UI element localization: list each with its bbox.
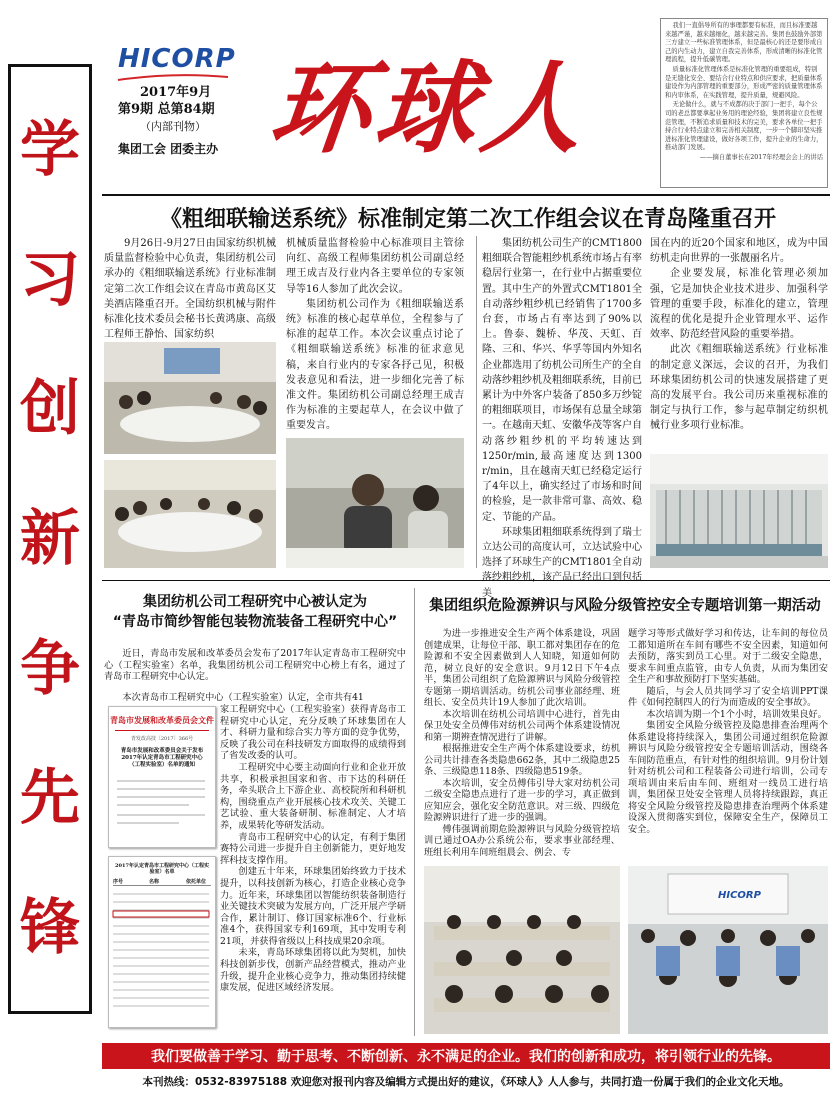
table-header: 序号 [113,879,124,885]
article1-col2 [286,236,464,432]
divider [102,580,830,581]
article1-col3 [482,236,643,599]
speaker-photo [286,438,464,568]
side-char: 创 [20,374,80,445]
paragraph: 环球集团粗细联系统得到了瑞士立达公司的高度认可，立达试验中心选择了环球生产的CMT1801全自动落纱粗纱机，该产品已经出口到包括美 [482,526,643,599]
photo-logo: HICORP [718,890,761,901]
issue-number: 第9期 总第84期 [118,102,215,117]
article2-headline-line1: 集团纺机公司工程研究中心被认定为 [143,594,367,610]
side-char: 先 [20,763,80,834]
paragraph: 创建五十年来，环球集团始终致力于技术提升，以科技创新为核心，打造企业核心竞争力。近年来，环球集团以智能纺织装备制造行业关键技术突破为发展方向，广泛开展产学研合作，累计制订、修订国家标准6个、行业标准4个，获得国家专利169项，其中发明专利21项，并获得省级以上科技成果20余项。 [220,866,406,947]
divider [102,194,830,196]
paragraph: 本次青岛市工程研究中心（工程实验室）认定，全市共有41 [122,692,364,703]
column-rule [476,236,477,568]
slogan-bar: 我们要做善于学习、勤于思考、不断创新、永不满足的企业。我们的创新和成功，将引领行业的先锋。 [102,1043,830,1069]
column-rule [414,588,415,1036]
paragraph: 9月26日-9月27日由国家纺织机械质量监督检验中心负责，集团纺机公司承办的《粗细联输送系统》行业标准制定第二次工作组会议在青岛市黄岛区艾美酒店隆重召开。全国纺织机械与附件标准化技术委员会秘书长黄鸿康、高级工程师王静怡、国家纺织 [104,238,276,341]
paragraph: 本次培训为期一个1个小时，培训效果良好。 [646,708,827,720]
paragraph: 未来，青岛环球集团将以此为契机，加快科技创新步伐，创新产品经营模式，推动产业升级，提升企业核心竞争力，推动集团持续健康发展，促进区域经济发展。 [220,947,406,994]
side-char: 锋 [20,893,80,964]
speaker-photo-image [286,438,464,568]
footer-hotline: 本刊热线：0532-83975188 欢迎您对报刊内容及编辑方式提出好的建议，《环球人》人人参与，共同打造一份属于我们的企业文化天地。 [142,1076,790,1088]
government-document [108,706,216,848]
meeting-photo-image [104,342,276,454]
chairman-quote-box [660,18,828,188]
newspaper-title: 环球人 [263,49,595,167]
article2-headline-line2: “青岛市简纱智能包装物流装备工程研究中心” [112,614,398,630]
logo-swoosh-icon [118,74,228,82]
side-char: 学 [20,114,80,185]
document-table-lines [109,886,213,1026]
roving-machine-image [650,454,828,568]
meeting-photo [104,460,276,568]
paragraph: 机械质量监督检验中心标准项目主管徐向红、高级工程师集团纺机公司副总经理王成吉及行业内各主要单位的专家领导等16人参加了此次会议。 [286,238,464,295]
document-number: 青发改高技〔2017〕366号 [130,736,194,742]
paragraph: 傅伟强调前期危险源辨识与风险分级管控培训已通过OA办公系统公布，要求事业部经理、班组长利用车间班组晨会、例会、专 [424,823,620,858]
quote-attribution: ——摘自董事长在2017年经理会会上的讲话 [699,153,823,161]
host-organizations: 集团工会 团委主办 [118,142,219,156]
paragraph: 企业要发展，标准化管理必须加强，它是加快企业技术进步、加强科学管理的重要手段，标准化的建立，管理流程的优化是提升企业管理水平、运作效率、防范经营风险的重要举措。 [650,268,828,341]
paragraph: 题学习等形式做好学习和传达，让车间的每位员工都知道所在车间有哪些不安全因素，知道如何去预防，落实到员工心里。对于二级安全隐患，要求车间重点监管，由专人负责，从而为集团安全生产和事故预防打下坚实基础。 [628,628,828,685]
issue-date: 2017年9月 [140,85,212,100]
roving-frame-photo [650,454,828,568]
table-header: 依托单位 [185,879,206,885]
side-char: 习 [20,244,80,315]
training-photo [628,866,828,1034]
paragraph: 本次培训在纺机公司培训中心进行，首先由保卫处安全员傅伟对纺机公司两个体系建设情况和第一期辨查情况进行了讲解。 [424,708,620,743]
meeting-photo [104,342,276,454]
masthead-info [118,84,218,158]
quote-paragraph: 质量标准化管理体系是标准化管理的重要组成，特别是无缝化安全、要结合行业特点和供应要求，把质量体系建设作为内部管理的重要部分，形成严密的质量管理体系和内审体系，在实践管理，提升质量，规避风险。 [665,65,823,99]
article1-col4 [650,236,828,448]
meeting-photo-image [104,460,276,568]
paragraph: 青岛市工程研究中心的认定，有利于集团赛特公司进一步提升自主创新能力，更好地发挥科技支撑作用。 [220,831,406,866]
list-title: 2017年认定青岛市工程研究中心（工程实验室）名单 [115,863,209,875]
paragraph: 集团安全风险分级管控及隐患排查治理两个体系建设将持续深入，集团公司通过组织危险源辨识与风险分级管控安全专题培训活动，围绕各车间防范重点，有针对性的组织培训。9月份计划针对纺机公司和工程装备公司进行培训，公司专项培训由来后由车间、班组对一线员工进行培训，集团保卫处安全管理人员将持续跟踪，真正将安全风险分级管控及隐患排查治理两个体系建设深入贯彻落实到位，保障安全生产，保障员工安全。 [628,720,828,835]
hicorp-logo: HICORP [118,44,236,74]
training-photo-image [424,866,620,1034]
side-slogan-banner [8,64,92,1014]
table-header: 名称 [148,879,159,885]
article2-lead [104,648,406,692]
paragraph: 集团纺机公司作为《粗细联输送系统》标准的核心起草单位，全程参与了标准的起草工作。本次会议重点讨论了《粗细联输送系统》标准的征求意见稿，来自行业内的专家各抒己见，积极发表意见和看法，进一步细化完善了标准文件。集团纺机公司副总经理王成吉作为标准的主要起草人，在会议中做了重要发言。 [286,298,464,432]
paragraph: 国在内的近20个国家和地区，成为中国纺机走向世界的一张靓丽名片。 [650,238,828,265]
paragraph: 本次培训，安全员傅伟引导大家对纺机公司二级安全隐患点进行了进一步的学习，真正做到应知应会，强化安全防范意识。对三级、四级危险源辨识进行了进一步的强调。 [424,777,620,823]
paragraph: 随后，与会人员共同学习了安全培训PPT课件《如何控制四人的行为而造成的安全事故》。 [628,685,828,708]
document-title: 青岛市发展和改革委员会文件 [110,716,214,725]
paragraph: 工程研究中心要主动面向行业和企业开放共享，积极承担国家和省、市下达的科研任务，牵头联合上下游企业、高校院所和科研机构，围绕重点产业开展核心技术攻关、关键工艺试验、重大装备研制、标准制定、人才培养，成果转化等研发活动。 [220,761,406,831]
article2-headline [104,592,406,632]
article3-col1 [424,628,620,858]
document-name-list [108,856,216,1028]
document-text-lines [109,775,213,835]
quote-paragraph: 我们一直倡导所有的事理都要有标准，而且标准要越来越严谨，越来越细化，越来越完善。集团也鼓励外部第三方建立一些标准管理体系，但是最核心的还是要形成自己的内生动力，建立自我完善体系，形成清晰的标准化管理流程，提升低碳管理。 [665,22,823,64]
article3-headline: 集团组织危险源辨识与风险分级管控安全专题培训第一期活动 [429,598,821,614]
paragraph: 此次《粗细联输送系统》行业标准的制定意义深远，会议的召开，为我们环球集团纺机公司的快速发展搭建了更高的发展平台。我公司历来重视标准的制定与执行工作，参与起草制定纺织机械行业多项行业标准。 [650,344,828,432]
document-heading: 青岛市发展和改革委员会关于发布2017年认定青岛市工程研究中心（工程实验室）名单的通知 [120,748,204,768]
article3-col2 [628,628,828,858]
paragraph: 根据推进安全生产两个体系建设要求，纺机公司共计排查各类隐患662条，其中二级隐患25条、三级隐患118条、四级隐患519条。 [424,743,620,777]
side-char: 争 [20,633,80,704]
article1-headline: 《粗细联输送系统》标准制定第二次工作组会议在青岛隆重召开 [159,207,776,232]
article2-body [220,704,406,1030]
training-photo [424,866,620,1034]
quote-paragraph: 无论做什么，就与不成都的决于部门一把手，每个公司的老总都要拿起业务用的理论经验，集团将建立良性规范管理，不断追求质量和技术的完美，要求各单位一把手持合行业特点建立和完善相关制度，一步一个脚印坚实推进标准化管理建设，做好各项工作，提升企业的生命力，推动部门发展。 [665,101,823,152]
side-char: 新 [20,503,80,574]
paragraph: 近日，青岛市发展和改革委员会发布了2017年认定青岛市工程研究中心（工程实验室）名单，我集团纺机公司工程研究中心榜上有名，通过了青岛市工程研究中心认定。 [104,648,406,682]
paragraph: 集团纺机公司生产的CMT1800粗细联合智能粗纱机系统市场占有率稳居行业第一，在行业中占据重要位置。其中生产的外置式CMT1801全自动落纱粗纱机已经销售了1700多台套，市场占有率达到了90%以上。鲁泰、魏桥、华茂、天虹、百隆、三和、华兴、华孚等国内外知名企业都选用了纺机公司所生产的全自动落纱粗纱机及粗细联系统，目前已累计为中外客户装备了850多万纱锭的粗细联项目，市场保有总量全球第一。在越南天虹、安徽华茂等客户自动落纱粗纱机的平均转速达到1250r/min,最高速度达到1300 r/min，且在越南天虹已经稳定运行了4年以上，确实经过了市场和时间的检验，是一款非常可靠、高效、稳定、节能的产品。 [482,238,643,523]
paragraph: 家工程研究中心（工程实验室）获得青岛市工程研究中心认定，充分反映了环球集团在人才、科研力量和综合实力等方面的竞争优势，反映了我公司在科技研发方面取得的成绩得到了省发改委的认可。 [220,704,406,762]
paragraph: 为进一步推进安全生产两个体系建设，巩固创建成果，让每位干部、职工都对集团存在的危险源和不安全因素做到人人知晓，知道如何防范，树立良好的安全意识。9月12日下午4点半，集团公司组织了危险源辨识与风险分级管控专题第一期培训活动。纺机公司事业部经理、班组长、安全员共计19人参加了此次培训。 [424,628,620,708]
article1-col1 [104,236,276,341]
internal-note: （内部刊物） [140,120,206,133]
